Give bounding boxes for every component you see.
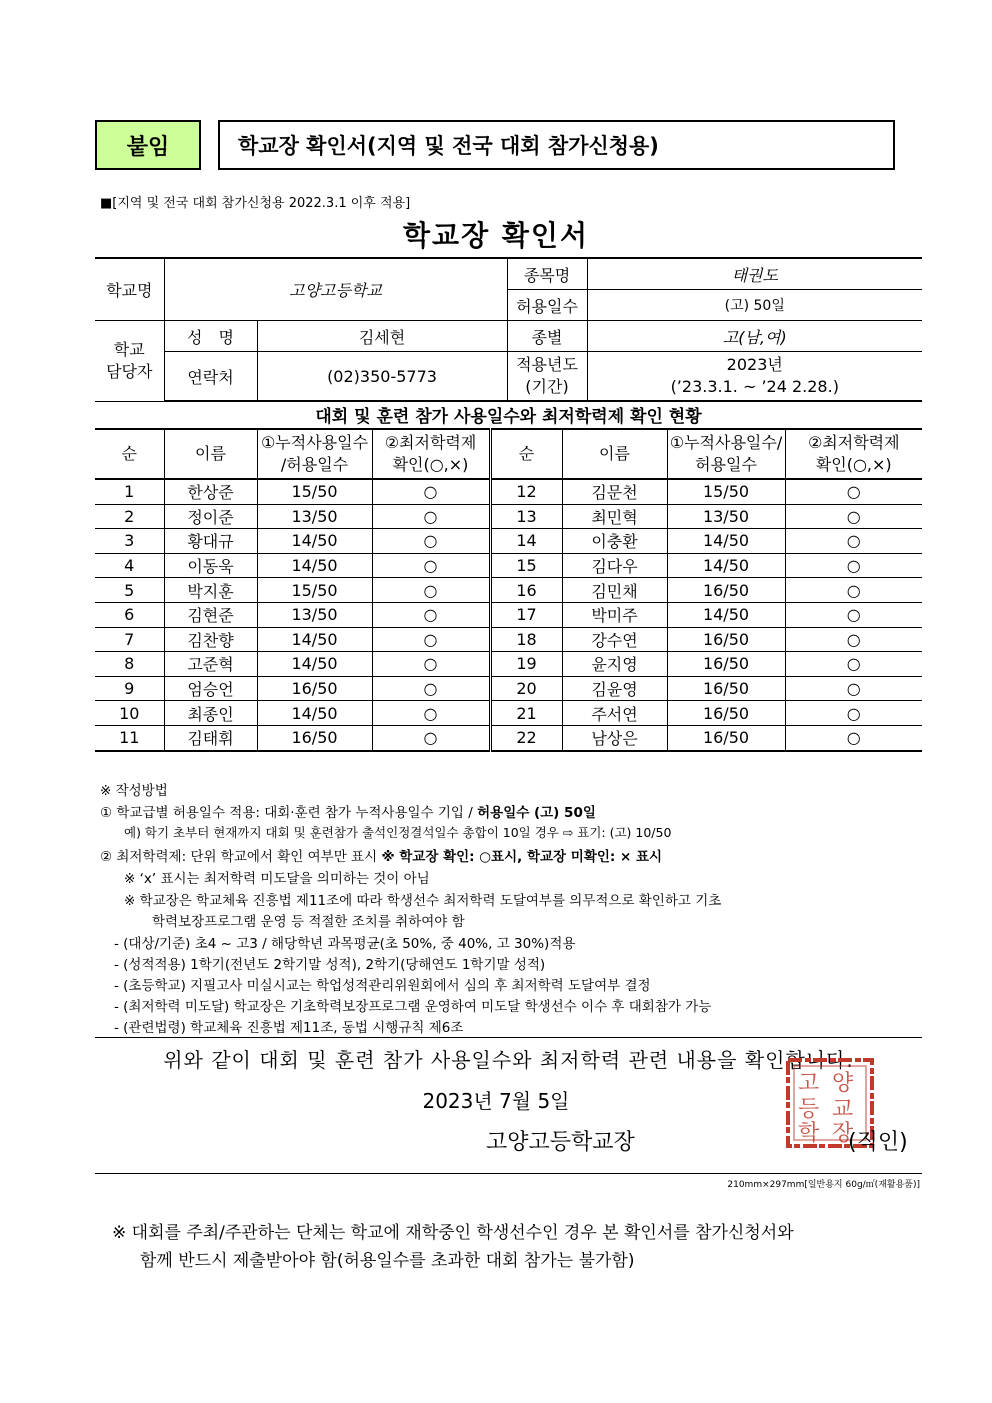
- row-number: 15: [490, 553, 562, 578]
- used-days: 13/50: [257, 504, 372, 529]
- min-academic-check: ○: [372, 479, 490, 504]
- col-header: ②최저학력제 확인(○,×): [785, 429, 922, 479]
- paper-spec: 210mm×297mm[일반용지 60g/㎡(재활용품)]: [727, 1180, 920, 1190]
- used-days: 15/50: [257, 479, 372, 504]
- athlete-name: 주서연: [562, 701, 667, 726]
- table-row: [95, 627, 922, 652]
- min-academic-check: ○: [372, 627, 490, 652]
- table-row: [95, 602, 922, 627]
- detail-target: - (대상/기준) 초4 ~ 고3 / 해당학년 과목평균(초 50%, 중 40%, 고 30%)적용: [114, 936, 576, 952]
- col-header: ①누적사용일수/ 허용일수: [667, 429, 785, 479]
- used-days: 16/50: [667, 652, 785, 677]
- min-academic-check: ○: [372, 578, 490, 603]
- row-number: 3: [95, 529, 164, 554]
- athlete-name: 최종인: [164, 701, 257, 726]
- row-number: 8: [95, 652, 164, 677]
- row-number: 19: [490, 652, 562, 677]
- applicability-note: ■[지역 및 전국 대회 참가신청용 2022.3.1 이후 적용]: [100, 196, 411, 211]
- min-academic-check: ○: [372, 602, 490, 627]
- athlete-name: 황대규: [164, 529, 257, 554]
- athlete-name: 윤지영: [562, 652, 667, 677]
- used-days: 16/50: [667, 725, 785, 750]
- min-academic-check: ○: [372, 529, 490, 554]
- category-label: 종별: [507, 321, 587, 352]
- note-1: [100, 801, 596, 821]
- confirmation-statement: 위와 같이 대회 및 훈련 참가 사용일수와 최저학력 관련 내용을 확인합니다.: [163, 1048, 854, 1072]
- min-academic-check: ○: [372, 676, 490, 701]
- row-number: 13: [490, 504, 562, 529]
- category-value: 고(남,여): [587, 321, 922, 352]
- table-row: [95, 504, 922, 529]
- note-2-x-meaning: ※ ‘x’ 표시는 최저학력 미도달을 의미하는 것이 아님: [124, 871, 430, 887]
- manager-label: 학교 담당자: [95, 321, 164, 402]
- row-number: 2: [95, 504, 164, 529]
- svg-text:등: 등: [798, 1097, 820, 1122]
- athlete-name: 김다우: [562, 553, 667, 578]
- table-row: [95, 553, 922, 578]
- table-row: [95, 701, 922, 726]
- athlete-name: 한상준: [164, 479, 257, 504]
- min-academic-check: ○: [785, 725, 922, 750]
- svg-text:고: 고: [798, 1071, 820, 1096]
- attachment-tag: 붙임: [95, 120, 201, 170]
- athlete-table: [95, 428, 922, 752]
- min-academic-check: ○: [785, 504, 922, 529]
- note-1-example: 예) 학기 초부터 현재까지 대회 및 훈련참가 출석인정결석일수 총합이 10일 경우 ⇨ 표기: (고) 10/50: [124, 825, 672, 840]
- contact-label: 연락처: [164, 352, 257, 402]
- used-days: 14/50: [257, 529, 372, 554]
- contact-value: (02)350-5773: [257, 352, 507, 402]
- used-days: 14/50: [257, 553, 372, 578]
- used-days: 16/50: [257, 676, 372, 701]
- athlete-name: 박지훈: [164, 578, 257, 603]
- col-header: ①누적사용일수 /허용일수: [257, 429, 372, 479]
- event-value: 태권도: [587, 258, 922, 290]
- col-header: 이름: [562, 429, 667, 479]
- used-days: 15/50: [257, 578, 372, 603]
- athlete-name: 김윤영: [562, 676, 667, 701]
- note-2-text: ② 최저학력제: 단위 학교에서 확인 여부만 표시: [100, 849, 382, 865]
- notes-heading: ※ 작성방법: [100, 783, 168, 799]
- athlete-name: 김문천: [562, 479, 667, 504]
- row-number: 1: [95, 479, 164, 504]
- col-header: ②최저학력제 확인(○,×): [372, 429, 490, 479]
- min-academic-check: ○: [372, 553, 490, 578]
- divider: [95, 1173, 922, 1174]
- used-days: 14/50: [257, 627, 372, 652]
- svg-text:장: 장: [832, 1121, 854, 1146]
- row-number: 9: [95, 676, 164, 701]
- min-academic-check: ○: [372, 725, 490, 750]
- table-row: [95, 529, 922, 554]
- used-days: 16/50: [667, 578, 785, 603]
- period-value: (’23.3.1. ~ ’24 2.28.): [670, 377, 839, 396]
- note-2: [100, 845, 662, 865]
- used-days: 16/50: [257, 725, 372, 750]
- document-title: 학교장 확인서: [402, 219, 590, 252]
- used-days: 16/50: [667, 627, 785, 652]
- school-label: 학교명: [95, 258, 164, 321]
- min-academic-check: ○: [785, 529, 922, 554]
- year-label: 적용년도 (기간): [507, 352, 587, 402]
- athlete-name: 최민혁: [562, 504, 667, 529]
- min-academic-check: ○: [785, 652, 922, 677]
- row-number: 20: [490, 676, 562, 701]
- row-number: 21: [490, 701, 562, 726]
- athlete-name: 김현준: [164, 602, 257, 627]
- section-title: 대회 및 훈련 참가 사용일수와 최저학력제 확인 현황: [315, 407, 702, 427]
- min-academic-check: ○: [785, 701, 922, 726]
- seal-label: (직인): [848, 1130, 908, 1155]
- athlete-name: 박미주: [562, 602, 667, 627]
- row-number: 5: [95, 578, 164, 603]
- signature-date: 2023년 7월 5일: [422, 1089, 570, 1113]
- row-number: 10: [95, 701, 164, 726]
- row-number: 4: [95, 553, 164, 578]
- table-row: [95, 578, 922, 603]
- row-number: 6: [95, 602, 164, 627]
- min-academic-check: ○: [372, 701, 490, 726]
- row-number: 7: [95, 627, 164, 652]
- table-row: [95, 676, 922, 701]
- footnote-line-1: ※ 대회를 주최/주관하는 단체는 학교에 재학중인 학생선수인 경우 본 확인서를 참가신청서와: [112, 1223, 794, 1243]
- col-header: 순: [490, 429, 562, 479]
- athlete-name: 남상은: [562, 725, 667, 750]
- note-1-allowed: 허용일수 (고) 50일: [477, 805, 596, 821]
- col-header: 이름: [164, 429, 257, 479]
- athlete-name: 이충환: [562, 529, 667, 554]
- year-cell: [587, 352, 922, 402]
- footnote-line-2: 함께 반드시 제출받아야 함(허용일수를 초과한 대회 참가는 불가함): [140, 1251, 635, 1271]
- document-headline: 학교장 확인서(지역 및 전국 대회 참가신청용): [218, 120, 895, 170]
- table-row: [95, 725, 922, 750]
- athlete-name: 고준혁: [164, 652, 257, 677]
- name-label: 성 명: [164, 321, 257, 352]
- allowed-days-value: (고) 50일: [587, 290, 922, 321]
- row-number: 22: [490, 725, 562, 750]
- name-value: 김세현: [257, 321, 507, 352]
- athlete-name: 정이준: [164, 504, 257, 529]
- row-number: 17: [490, 602, 562, 627]
- athlete-name: 김찬향: [164, 627, 257, 652]
- min-academic-check: ○: [785, 627, 922, 652]
- svg-text:교: 교: [832, 1097, 854, 1122]
- detail-grades: - (성적적용) 1학기(전년도 2학기말 성적), 2학기(당해연도 1학기말 성적): [114, 957, 546, 973]
- min-academic-check: ○: [372, 652, 490, 677]
- used-days: 15/50: [667, 479, 785, 504]
- note-2-duty-cont: 학력보장프로그램 운영 등 적절한 조치를 취하여야 함: [152, 914, 465, 930]
- min-academic-check: ○: [785, 602, 922, 627]
- svg-text:양: 양: [832, 1071, 854, 1096]
- min-academic-check: ○: [785, 553, 922, 578]
- row-number: 11: [95, 725, 164, 750]
- note-2-duty: ※ 학교장은 학교체육 진흥법 제11조에 따라 학생선수 최저학력 도달여부를 의무적으로 확인하고 기초: [124, 893, 722, 909]
- note-1-text: ① 학교급별 허용일수 적용: 대회·훈련 참가 누적사용일수 기입 /: [100, 805, 478, 821]
- used-days: 14/50: [667, 529, 785, 554]
- col-header: 순: [95, 429, 164, 479]
- year-value: 2023년: [726, 355, 783, 374]
- min-academic-check: ○: [372, 504, 490, 529]
- used-days: 16/50: [667, 676, 785, 701]
- min-academic-check: ○: [785, 676, 922, 701]
- row-number: 12: [490, 479, 562, 504]
- row-number: 16: [490, 578, 562, 603]
- divider: [95, 1037, 922, 1038]
- athlete-name: 강수연: [562, 627, 667, 652]
- min-academic-check: ○: [785, 578, 922, 603]
- used-days: 14/50: [257, 652, 372, 677]
- table-row: [95, 652, 922, 677]
- principal-name: 고양고등학교장: [486, 1130, 635, 1155]
- school-value: 고양고등학교: [164, 258, 507, 321]
- detail-law: - (관련법령) 학교체육 진흥법 제11조, 동법 시행규칙 제6조: [114, 1020, 464, 1036]
- athlete-name: 김민채: [562, 578, 667, 603]
- used-days: 14/50: [257, 701, 372, 726]
- allowed-days-label: 허용일수: [507, 290, 587, 321]
- min-academic-check: ○: [785, 479, 922, 504]
- used-days: 16/50: [667, 701, 785, 726]
- row-number: 14: [490, 529, 562, 554]
- svg-text:학: 학: [798, 1121, 820, 1146]
- note-2-marks: ※ 학교장 확인: ○표시, 학교장 미확인: × 표시: [381, 849, 663, 865]
- row-number: 18: [490, 627, 562, 652]
- detail-below-minimum: - (최저학력 미도달) 학교장은 기초학력보장프로그램 운영하여 미도달 학생선수 이수 후 대회참가 가능: [114, 999, 712, 1015]
- event-label: 종목명: [507, 258, 587, 290]
- athlete-name: 김태휘: [164, 725, 257, 750]
- table-row: [95, 479, 922, 504]
- athlete-rows: [95, 479, 922, 751]
- detail-elementary: - (초등학교) 지필고사 미실시교는 학업성적관리위원회에서 심의 후 최저학력 도달여부 결정: [114, 978, 651, 994]
- used-days: 13/50: [257, 602, 372, 627]
- athlete-name: 이동욱: [164, 553, 257, 578]
- used-days: 14/50: [667, 553, 785, 578]
- school-info-table: [95, 257, 922, 402]
- used-days: 13/50: [667, 504, 785, 529]
- athlete-name: 엄승언: [164, 676, 257, 701]
- used-days: 14/50: [667, 602, 785, 627]
